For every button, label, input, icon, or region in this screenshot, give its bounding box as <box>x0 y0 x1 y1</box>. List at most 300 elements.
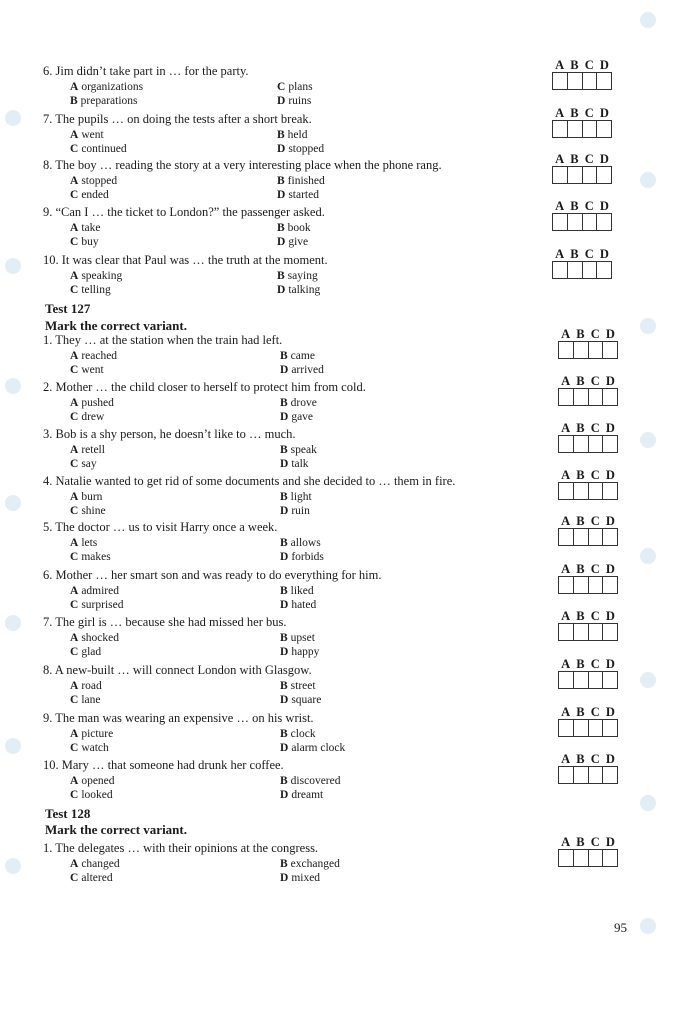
answer-option <box>280 364 324 377</box>
option-text: glad <box>81 646 102 658</box>
answer-label: B <box>576 609 585 623</box>
option-letter: C <box>70 189 79 201</box>
answer-checkbox[interactable] <box>574 389 589 405</box>
question-text: 8. The boy … reading the story at a very interesting place when the phone rang. <box>43 158 442 172</box>
option-text: changed <box>81 858 120 870</box>
watermark-logo-icon <box>640 672 656 688</box>
answer-label: C <box>590 835 600 849</box>
answer-label: C <box>584 106 594 120</box>
option-letter: A <box>70 129 79 141</box>
answer-grid <box>552 248 612 279</box>
answer-label: C <box>590 562 600 576</box>
answer-checkbox[interactable] <box>589 767 604 783</box>
answer-label: A <box>555 247 565 261</box>
answer-checkbox[interactable] <box>597 214 611 230</box>
answer-label: D <box>605 562 615 576</box>
option-letter: B <box>277 270 285 282</box>
option-text: lane <box>81 694 101 706</box>
option-letter: D <box>280 694 289 706</box>
answer-option <box>280 537 321 550</box>
option-letter: B <box>280 585 288 597</box>
answer-checkbox[interactable] <box>597 73 611 89</box>
option-text: upset <box>290 632 315 644</box>
answer-grid-labels <box>558 515 618 528</box>
option-text: allows <box>290 537 321 549</box>
answer-grid-labels <box>558 753 618 766</box>
option-text: say <box>81 458 97 470</box>
answer-label: B <box>576 468 585 482</box>
option-text: saying <box>287 270 318 282</box>
answer-option <box>277 95 311 108</box>
answer-checkbox[interactable] <box>603 436 617 452</box>
option-text: take <box>81 222 101 234</box>
question-text: 2. Mother … the child closer to herself to protect him from cold. <box>43 380 366 394</box>
answer-label: B <box>576 421 585 435</box>
question-text: 7. The pupils … on doing the tests after a short break. <box>43 112 312 126</box>
answer-boxes <box>558 849 618 867</box>
option-letter: D <box>280 364 289 376</box>
answer-label: C <box>584 152 594 166</box>
answer-option <box>70 175 117 188</box>
answer-label: D <box>605 514 615 528</box>
option-letter: A <box>70 585 79 597</box>
answer-checkbox[interactable] <box>574 720 589 736</box>
answer-label: A <box>561 468 571 482</box>
answer-option <box>277 270 318 283</box>
answer-checkbox[interactable] <box>574 529 589 545</box>
answer-option <box>280 694 321 707</box>
answer-option <box>280 775 341 788</box>
answer-option <box>70 189 109 202</box>
answer-checkbox[interactable] <box>603 672 617 688</box>
answer-label: A <box>555 199 565 213</box>
answer-label: B <box>570 58 579 72</box>
answer-checkbox[interactable] <box>603 850 617 866</box>
answer-grid <box>558 658 618 689</box>
answer-label: A <box>561 374 571 388</box>
answer-checkbox[interactable] <box>583 73 598 89</box>
answer-grid-labels <box>558 328 618 341</box>
answer-grid <box>558 706 618 737</box>
answer-option <box>277 81 313 94</box>
watermark-logo-icon <box>640 432 656 448</box>
answer-option <box>70 129 104 142</box>
option-letter: B <box>280 444 288 456</box>
answer-label: C <box>590 374 600 388</box>
option-letter: B <box>277 222 285 234</box>
answer-checkbox[interactable] <box>583 262 598 278</box>
answer-checkbox[interactable] <box>568 167 583 183</box>
answer-label: C <box>590 468 600 482</box>
option-text: started <box>288 189 319 201</box>
answer-checkbox[interactable] <box>568 73 583 89</box>
answer-checkbox[interactable] <box>574 436 589 452</box>
option-letter: B <box>70 95 78 107</box>
answer-checkbox[interactable] <box>568 214 583 230</box>
option-text: ruin <box>291 505 310 517</box>
watermark-logo-icon <box>640 795 656 811</box>
option-letter: D <box>280 742 289 754</box>
option-text: looked <box>81 789 113 801</box>
answer-checkbox[interactable] <box>574 767 589 783</box>
option-letter: D <box>277 95 286 107</box>
option-text: mixed <box>291 872 321 884</box>
answer-checkbox[interactable] <box>574 624 589 640</box>
option-letter: D <box>277 189 286 201</box>
option-text: makes <box>81 551 111 563</box>
answer-label: D <box>605 327 615 341</box>
answer-checkbox[interactable] <box>603 342 617 358</box>
answer-option <box>277 143 324 156</box>
option-letter: D <box>280 505 289 517</box>
answer-option <box>280 599 316 612</box>
answer-boxes <box>552 213 612 231</box>
answer-label: D <box>599 152 609 166</box>
answer-label: B <box>576 657 585 671</box>
question-text: 8. A new-built … will connect London with Glasgow. <box>43 663 312 677</box>
test-instruction: Mark the correct variant. <box>45 318 187 333</box>
answer-boxes <box>552 166 612 184</box>
option-letter: B <box>280 728 288 740</box>
option-text: drove <box>290 397 317 409</box>
answer-grid-labels <box>552 59 612 72</box>
answer-grid <box>552 107 612 138</box>
answer-label: D <box>605 657 615 671</box>
question-text: 6. Mother … her smart son and was ready to do everything for him. <box>43 568 382 582</box>
option-letter: D <box>277 236 286 248</box>
answer-grid <box>558 515 618 546</box>
option-letter: A <box>70 397 79 409</box>
option-letter: A <box>70 728 79 740</box>
answer-option <box>280 491 312 504</box>
answer-boxes <box>558 388 618 406</box>
option-letter: C <box>70 236 79 248</box>
answer-checkbox[interactable] <box>603 389 617 405</box>
answer-option <box>280 585 314 598</box>
option-text: opened <box>81 775 115 787</box>
option-text: continued <box>81 143 127 155</box>
answer-checkbox[interactable] <box>583 214 598 230</box>
option-text: exchanged <box>290 858 340 870</box>
answer-label: C <box>590 609 600 623</box>
answer-label: A <box>561 705 571 719</box>
answer-label: B <box>576 562 585 576</box>
answer-option <box>70 775 115 788</box>
answer-label: B <box>576 752 585 766</box>
option-text: lets <box>81 537 98 549</box>
option-letter: C <box>70 284 79 296</box>
option-text: went <box>81 129 104 141</box>
answer-label: C <box>584 247 594 261</box>
option-letter: B <box>280 680 288 692</box>
answer-option <box>277 236 308 249</box>
answer-grid-labels <box>558 610 618 623</box>
answer-checkbox[interactable] <box>589 342 604 358</box>
answer-checkbox[interactable] <box>589 436 604 452</box>
answer-label: D <box>605 752 615 766</box>
option-letter: A <box>70 491 79 503</box>
answer-checkbox[interactable] <box>603 624 617 640</box>
watermark-logo-icon <box>640 318 656 334</box>
answer-checkbox[interactable] <box>553 121 568 137</box>
answer-option <box>280 411 313 424</box>
answer-checkbox[interactable] <box>603 720 617 736</box>
answer-checkbox[interactable] <box>568 121 583 137</box>
answer-option <box>280 505 310 518</box>
answer-option <box>280 789 323 802</box>
answer-checkbox[interactable] <box>574 672 589 688</box>
option-text: arrived <box>291 364 324 376</box>
answer-label: D <box>599 58 609 72</box>
answer-grid <box>558 375 618 406</box>
option-text: surprised <box>81 599 124 611</box>
answer-grid <box>558 836 618 867</box>
answer-option <box>70 585 119 598</box>
answer-grid <box>558 328 618 359</box>
option-letter: C <box>70 143 79 155</box>
option-letter: A <box>70 444 79 456</box>
option-letter: D <box>277 284 286 296</box>
option-text: ruins <box>288 95 312 107</box>
option-text: burn <box>81 491 103 503</box>
option-letter: D <box>280 789 289 801</box>
answer-grid <box>558 469 618 500</box>
option-text: happy <box>291 646 320 658</box>
answer-label: B <box>576 705 585 719</box>
answer-label: A <box>561 835 571 849</box>
answer-label: C <box>584 58 594 72</box>
answer-label: A <box>561 514 571 528</box>
answer-option <box>70 858 120 871</box>
answer-option <box>277 189 319 202</box>
option-text: pushed <box>81 397 114 409</box>
option-text: reached <box>81 350 118 362</box>
answer-option <box>280 872 320 885</box>
option-letter: C <box>70 872 79 884</box>
answer-checkbox[interactable] <box>589 672 604 688</box>
option-text: alarm clock <box>291 742 346 754</box>
answer-label: A <box>561 562 571 576</box>
answer-option <box>277 222 311 235</box>
answer-label: B <box>576 374 585 388</box>
answer-option <box>70 222 100 235</box>
answer-label: D <box>605 374 615 388</box>
option-text: organizations <box>81 81 144 93</box>
option-letter: C <box>70 411 79 423</box>
answer-option <box>280 632 315 645</box>
answer-option <box>70 694 100 707</box>
option-letter: A <box>70 350 79 362</box>
answer-checkbox[interactable] <box>559 672 574 688</box>
answer-label: D <box>605 835 615 849</box>
watermark-logo-icon <box>640 12 656 28</box>
option-text: shocked <box>81 632 119 644</box>
answer-checkbox[interactable] <box>603 767 617 783</box>
option-text: book <box>287 222 311 234</box>
answer-label: B <box>570 247 579 261</box>
answer-grid <box>558 753 618 784</box>
option-text: shine <box>81 505 106 517</box>
answer-checkbox[interactable] <box>559 529 574 545</box>
answer-label: B <box>570 199 579 213</box>
question-text: 9. The man was wearing an expensive … on his wrist. <box>43 711 314 725</box>
answer-option <box>280 742 345 755</box>
option-letter: A <box>70 81 79 93</box>
question-text: 10. It was clear that Paul was … the truth at the moment. <box>43 253 328 267</box>
answer-checkbox[interactable] <box>583 121 598 137</box>
option-letter: A <box>70 632 79 644</box>
answer-checkbox[interactable] <box>589 624 604 640</box>
answer-option <box>70 505 106 518</box>
answer-checkbox[interactable] <box>553 214 568 230</box>
option-letter: D <box>277 143 286 155</box>
answer-label: D <box>605 705 615 719</box>
answer-boxes <box>552 72 612 90</box>
answer-grid <box>552 200 612 231</box>
answer-checkbox[interactable] <box>559 850 574 866</box>
option-letter: C <box>277 81 286 93</box>
answer-grid <box>558 563 618 594</box>
answer-label: A <box>555 58 565 72</box>
answer-option <box>280 646 319 659</box>
option-letter: A <box>70 858 79 870</box>
answer-checkbox[interactable] <box>553 73 568 89</box>
answer-checkbox[interactable] <box>583 167 598 183</box>
option-text: held <box>287 129 308 141</box>
option-text: speak <box>290 444 317 456</box>
watermark-logo-icon <box>640 548 656 564</box>
watermark-logo-icon <box>5 858 21 874</box>
option-text: clock <box>290 728 316 740</box>
answer-checkbox[interactable] <box>589 577 604 593</box>
answer-checkbox[interactable] <box>589 389 604 405</box>
answer-option <box>280 458 309 471</box>
option-text: square <box>291 694 322 706</box>
option-letter: C <box>70 364 79 376</box>
option-letter: A <box>70 775 79 787</box>
answer-boxes <box>558 719 618 737</box>
option-letter: C <box>70 742 79 754</box>
answer-grid-labels <box>558 836 618 849</box>
answer-checkbox[interactable] <box>597 167 611 183</box>
option-letter: C <box>70 694 79 706</box>
answer-checkbox[interactable] <box>589 850 604 866</box>
answer-option <box>70 364 104 377</box>
answer-boxes <box>558 623 618 641</box>
answer-grid-labels <box>558 469 618 482</box>
watermark-logo-icon <box>5 258 21 274</box>
option-letter: A <box>70 537 79 549</box>
answer-option <box>70 537 97 550</box>
answer-option <box>70 458 97 471</box>
answer-checkbox[interactable] <box>553 262 568 278</box>
option-text: picture <box>81 728 114 740</box>
answer-label: D <box>605 468 615 482</box>
watermark-logo-icon <box>5 378 21 394</box>
answer-option <box>280 397 317 410</box>
test-title: Test 128 <box>45 806 91 821</box>
answer-option <box>70 728 113 741</box>
answer-boxes <box>558 482 618 500</box>
answer-grid-labels <box>552 200 612 213</box>
test-instruction: Mark the correct variant. <box>45 822 187 837</box>
answer-option <box>280 858 340 871</box>
answer-boxes <box>552 120 612 138</box>
answer-checkbox[interactable] <box>574 850 589 866</box>
answer-checkbox[interactable] <box>603 483 617 499</box>
answer-option <box>70 81 143 94</box>
question-text: 10. Mary … that someone had drunk her coffee. <box>43 758 284 772</box>
answer-checkbox[interactable] <box>559 436 574 452</box>
answer-grid-labels <box>552 107 612 120</box>
question-text: 4. Natalie wanted to get rid of some documents and she decided to … them in fire. <box>43 474 456 488</box>
answer-option <box>70 95 138 108</box>
answer-checkbox[interactable] <box>589 483 604 499</box>
answer-checkbox[interactable] <box>603 577 617 593</box>
answer-grid <box>552 153 612 184</box>
answer-grid-labels <box>558 563 618 576</box>
answer-checkbox[interactable] <box>597 262 611 278</box>
answer-label: C <box>590 514 600 528</box>
answer-checkbox[interactable] <box>559 767 574 783</box>
option-letter: D <box>280 411 289 423</box>
question-text: 9. “Can I … the ticket to London?” the passenger asked. <box>43 205 325 219</box>
answer-label: C <box>590 657 600 671</box>
answer-boxes <box>558 435 618 453</box>
answer-option <box>70 599 123 612</box>
question-text: 7. The girl is … because she had missed her bus. <box>43 615 287 629</box>
answer-grid-labels <box>558 375 618 388</box>
answer-checkbox[interactable] <box>559 624 574 640</box>
answer-checkbox[interactable] <box>559 389 574 405</box>
answer-checkbox[interactable] <box>589 529 604 545</box>
option-letter: C <box>70 505 79 517</box>
option-letter: A <box>70 222 79 234</box>
option-letter: C <box>70 599 79 611</box>
question-text: 6. Jim didn’t take part in … for the party. <box>43 64 249 78</box>
option-letter: B <box>280 491 288 503</box>
answer-checkbox[interactable] <box>568 262 583 278</box>
option-letter: D <box>280 872 289 884</box>
question-text: 3. Bob is a shy person, he doesn’t like to … much. <box>43 427 296 441</box>
answer-checkbox[interactable] <box>574 342 589 358</box>
answer-option <box>277 129 307 142</box>
answer-option <box>70 632 119 645</box>
answer-checkbox[interactable] <box>559 342 574 358</box>
answer-option <box>70 742 109 755</box>
answer-checkbox[interactable] <box>553 167 568 183</box>
answer-label: A <box>561 609 571 623</box>
answer-checkbox[interactable] <box>597 121 611 137</box>
answer-label: D <box>599 247 609 261</box>
answer-grid <box>558 610 618 641</box>
answer-checkbox[interactable] <box>559 720 574 736</box>
answer-checkbox[interactable] <box>559 577 574 593</box>
answer-checkbox[interactable] <box>574 577 589 593</box>
option-text: discovered <box>290 775 341 787</box>
option-text: road <box>81 680 102 692</box>
answer-option <box>70 411 104 424</box>
answer-option <box>70 444 105 457</box>
answer-checkbox[interactable] <box>603 529 617 545</box>
answer-option <box>277 175 325 188</box>
answer-checkbox[interactable] <box>559 483 574 499</box>
answer-checkbox[interactable] <box>574 483 589 499</box>
answer-label: C <box>590 705 600 719</box>
answer-label: D <box>599 106 609 120</box>
option-text: finished <box>287 175 325 187</box>
answer-checkbox[interactable] <box>589 720 604 736</box>
